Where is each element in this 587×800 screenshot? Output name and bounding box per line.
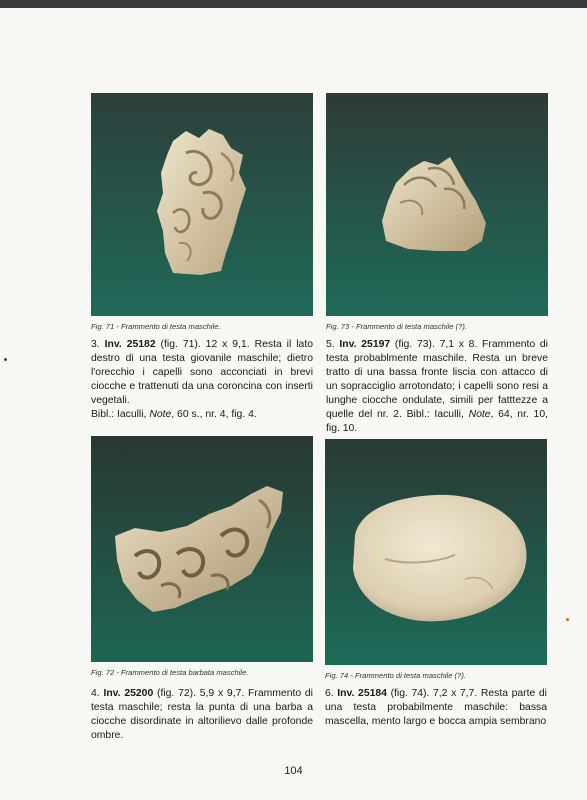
caption-fig-74: Fig. 74 - Frammento di testa maschile (?). <box>325 671 466 680</box>
figure-74-photo <box>325 439 547 665</box>
bibliography-suffix: , 60 s., nr. 4, fig. 4. <box>171 409 257 420</box>
figure-71-image <box>91 93 313 316</box>
inventory-number: Inv. 25182 <box>104 339 156 350</box>
figure-73-image <box>326 93 548 316</box>
catalogue-entry-6 <box>325 687 547 729</box>
entry-number: 4. <box>91 688 100 699</box>
scan-top-edge <box>0 0 587 8</box>
entry-description: (fig. 72). 5,9 x 9,7. Frammento di testa maschile; resta la punta di una barba a ciocche disordinate in altorilievo dalle profonde ombre. <box>91 688 313 741</box>
catalogue-entry-5 <box>326 338 548 436</box>
figure-72-photo <box>91 436 313 662</box>
figure-74-image <box>325 439 547 665</box>
inventory-number: Inv. 25197 <box>339 339 391 350</box>
caption-fig-72: Fig. 72 - Frammento di testa barbata maschile. <box>91 668 249 677</box>
bibliography-title: Note <box>149 409 172 420</box>
scan-speck <box>4 358 7 361</box>
inventory-number: Inv. 25200 <box>103 688 154 699</box>
bibliography-prefix: Bibl.: Iaculli, <box>91 409 150 420</box>
entry-description: (fig. 71). 12 x 9,1. Resta il lato destro di una testa giovanile maschile; dietro l'orecchio i capelli sono acconciati in brevi ciocche e trattenuti da una coroncina con inserti vegetali. <box>91 339 313 406</box>
entry-description: (fig. 74). 7,2 x 7,7. Resta parte di una testa probabilmente maschile: bassa mascella, mento largo e bocca ampia sembrano <box>325 688 547 727</box>
scan-speck <box>566 618 569 621</box>
inventory-number: Inv. 25184 <box>337 688 387 699</box>
figure-71-photo <box>91 93 313 316</box>
catalogue-entry-3 <box>91 338 313 422</box>
bibliography-title: Note <box>468 409 491 420</box>
catalogue-entry-4 <box>91 687 313 743</box>
bibliography-suffix: , 64, nr. 10, fig. 10. <box>326 409 548 434</box>
caption-fig-71: Fig. 71 - Frammento di testa maschile. <box>91 322 221 331</box>
figure-73-photo <box>326 93 548 316</box>
entry-number: 5. <box>326 339 335 350</box>
book-page <box>0 8 587 800</box>
entry-description: (fig. 73). 7,1 x 8. Frammento di testa probablmente maschile. Resta un breve tratto di una bassa fronte liscia con attacco di un sopracciglio arrotondato; i capelli sono resi a lunghe ciocche ondulate, simili per fatttezze a quelle del nr. 2. Bibl.: Iaculli, <box>326 339 548 420</box>
figure-72-image <box>91 436 313 662</box>
entry-number: 6. <box>325 688 334 699</box>
page-number: 104 <box>284 765 303 777</box>
caption-fig-73: Fig. 73 - Frammento di testa maschile (?). <box>326 322 467 331</box>
entry-number: 3. <box>91 339 100 350</box>
